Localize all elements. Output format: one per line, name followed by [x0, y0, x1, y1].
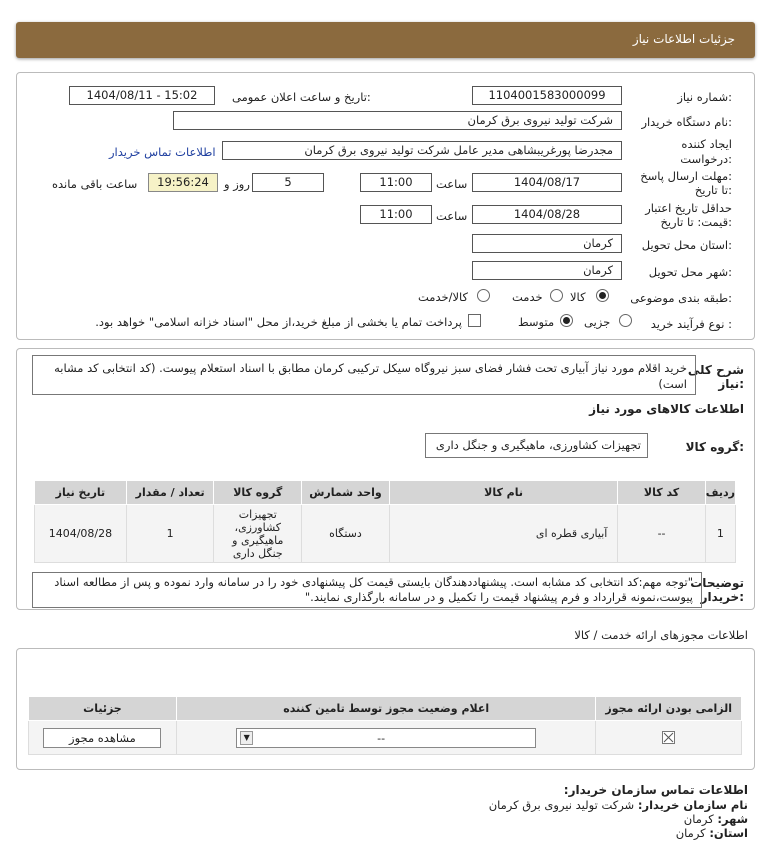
col-unit: واحد شمارش [302, 481, 390, 505]
permit-status-cell [176, 721, 596, 755]
deadline-date-field: 1404/08/17 [472, 173, 622, 192]
permits-table-header [29, 697, 742, 721]
view-permit-button[interactable]: مشاهده مجوز [43, 728, 161, 748]
summary-label-2: نیاز: [718, 377, 744, 391]
contact-city-label: شهر: [717, 812, 748, 826]
contact-city-value: کرمان [683, 812, 714, 826]
row-group: تجهیزات کشاورزی، ماهیگیری و جنگل داری [214, 505, 302, 563]
col-code: کد کالا [618, 481, 705, 505]
category-service-radio[interactable] [550, 289, 563, 302]
province-field: کرمان [472, 234, 622, 253]
validity-time-label: ساعت [436, 209, 468, 223]
permit-required-cell [596, 721, 742, 755]
buyer-notes-text: "توجه مهم:کد انتخابی کد مشابه است. پیشنهاددهندگان بایستی قیمت کل پیشنهادی خود را در سامانه وارد نموده و پس از مطالعه اسناد پیوست،نمونه قرارداد و فرم پیشنهاد قیمت را تکمیل و در سامانه بارگذاری نمایند." [32, 572, 702, 608]
category-goods-label: کالا [570, 290, 586, 304]
need-number-field: 1104001583000099 [472, 86, 622, 105]
announce-label: تاریخ و ساعت اعلان عمومی: [232, 90, 371, 104]
contact-org-label: نام سازمان خریدار: [637, 798, 748, 812]
validity-label: حداقل تاریخ اعتبار [645, 201, 732, 215]
category-goods-radio[interactable] [596, 289, 609, 302]
contact-province-line [676, 826, 748, 840]
summary-label: شرح کلی [687, 363, 744, 377]
category-service-label: خدمت [512, 290, 543, 304]
validity-date-field: 1404/08/28 [472, 205, 622, 224]
treasury-payment-note: پرداخت تمام یا بخشی از مبلغ خرید،از محل "اسناد خزانه اسلامی" خواهد بود. [95, 315, 462, 329]
deadline-time-label: ساعت [436, 177, 468, 191]
deadline-time-field: 11:00 [360, 173, 432, 192]
process-label: نوع فرآیند خرید : [650, 317, 732, 331]
contact-section-title: اطلاعات تماس سازمان خریدار: [563, 783, 748, 797]
buyer-org-field: شرکت تولید نیروی برق کرمان [173, 111, 622, 130]
remaining-label: ساعت باقی مانده [52, 177, 138, 191]
remaining-time-field: 19:56:24 [148, 173, 218, 192]
col-date: تاریخ نیاز [35, 481, 127, 505]
process-minor-radio[interactable] [619, 314, 632, 327]
row-unit: دستگاه [302, 505, 390, 563]
goods-group-label: گروه کالا: [685, 440, 744, 454]
row-index: 1 [705, 505, 735, 563]
city-label: شهر محل تحویل: [648, 265, 732, 279]
summary-text: خرید اقلام مورد نیاز آبیاری تحت فشار فضای سبز نیروگاه سیکل ترکیبی کرمان مطابق با اسناد استعلام پیوست. (کد انتخابی کد مشابه است) [32, 355, 696, 395]
buyer-contact-link[interactable]: اطلاعات تماس خریدار [109, 145, 216, 159]
page-header [16, 22, 755, 58]
permits-section-title: اطلاعات مجوزهای ارائه خدمت / کالا [574, 628, 748, 642]
row-code: -- [618, 505, 705, 563]
announce-field: 1404/08/11 - 15:02 [69, 86, 215, 105]
row-date: 1404/08/28 [35, 505, 127, 563]
page-title: جزئیات اطلاعات نیاز [632, 32, 735, 46]
category-both-radio[interactable] [477, 289, 490, 302]
process-minor-label: جزیی [584, 315, 611, 329]
contact-province-value: کرمان [675, 826, 706, 840]
creator-label: ایجاد کننده [681, 137, 732, 151]
col-permit-status: اعلام وضعیت مجوز توسط تامین کننده [176, 697, 596, 721]
days-field: 5 [252, 173, 324, 192]
goods-section-title: اطلاعات کالاهای مورد نیاز [589, 402, 744, 416]
permits-table [28, 696, 742, 755]
permit-status-value: -- [377, 731, 386, 745]
chevron-down-icon[interactable]: ▼ [240, 731, 253, 745]
days-label: روز و [224, 177, 250, 191]
creator-field: مجدرضا پورغریبشاهی مدیر عامل شرکت تولید نیروی برق کرمان [222, 141, 622, 160]
contact-org-value: شرکت تولید نیروی برق کرمان [488, 798, 635, 812]
row-name: آبیاری قطره ای [389, 505, 618, 563]
category-both-label: کالا/خدمت [418, 290, 469, 304]
col-qty: تعداد / مقدار [126, 481, 214, 505]
table-row[interactable] [35, 505, 736, 563]
city-field: کرمان [472, 261, 622, 280]
permit-status-select[interactable] [236, 728, 536, 748]
deadline-label: مهلت ارسال پاسخ: [640, 169, 732, 183]
contact-city-line [684, 812, 748, 826]
buyer-org-label: نام دستگاه خریدار: [641, 115, 732, 129]
col-permit-details: جزئیات [29, 697, 177, 721]
col-row: ردیف [705, 481, 735, 505]
process-medium-radio[interactable] [560, 314, 573, 327]
category-label: طبقه بندی موضوعی: [630, 291, 732, 305]
deadline-label-2: تا تاریخ: [694, 183, 732, 197]
creator-label-2: درخواست: [680, 152, 732, 166]
goods-group-field: تجهیزات کشاورزی، ماهیگیری و جنگل داری [425, 433, 648, 458]
permit-row [29, 721, 742, 755]
goods-table [34, 480, 736, 563]
process-medium-label: متوسط [518, 315, 555, 329]
province-label: استان محل تحویل: [641, 238, 732, 252]
disabled-checkbox-icon [662, 731, 675, 744]
validity-label-2: قیمت: تا تاریخ: [660, 215, 732, 229]
goods-table-header [35, 481, 736, 505]
validity-time-field: 11:00 [360, 205, 432, 224]
need-number-label: شماره نیاز: [677, 90, 732, 104]
buyer-notes-label-2: خریدار: [700, 590, 744, 604]
col-permit-required: الزامی بودن ارائه مجوز [596, 697, 742, 721]
col-name: نام کالا [389, 481, 618, 505]
treasury-payment-checkbox[interactable] [468, 314, 481, 327]
permit-details-cell [29, 721, 177, 755]
buyer-notes-label: توضیحات [690, 576, 744, 590]
contact-province-label: استان: [709, 826, 748, 840]
row-qty: 1 [126, 505, 214, 563]
col-group: گروه کالا [214, 481, 302, 505]
contact-org-line [489, 798, 748, 812]
